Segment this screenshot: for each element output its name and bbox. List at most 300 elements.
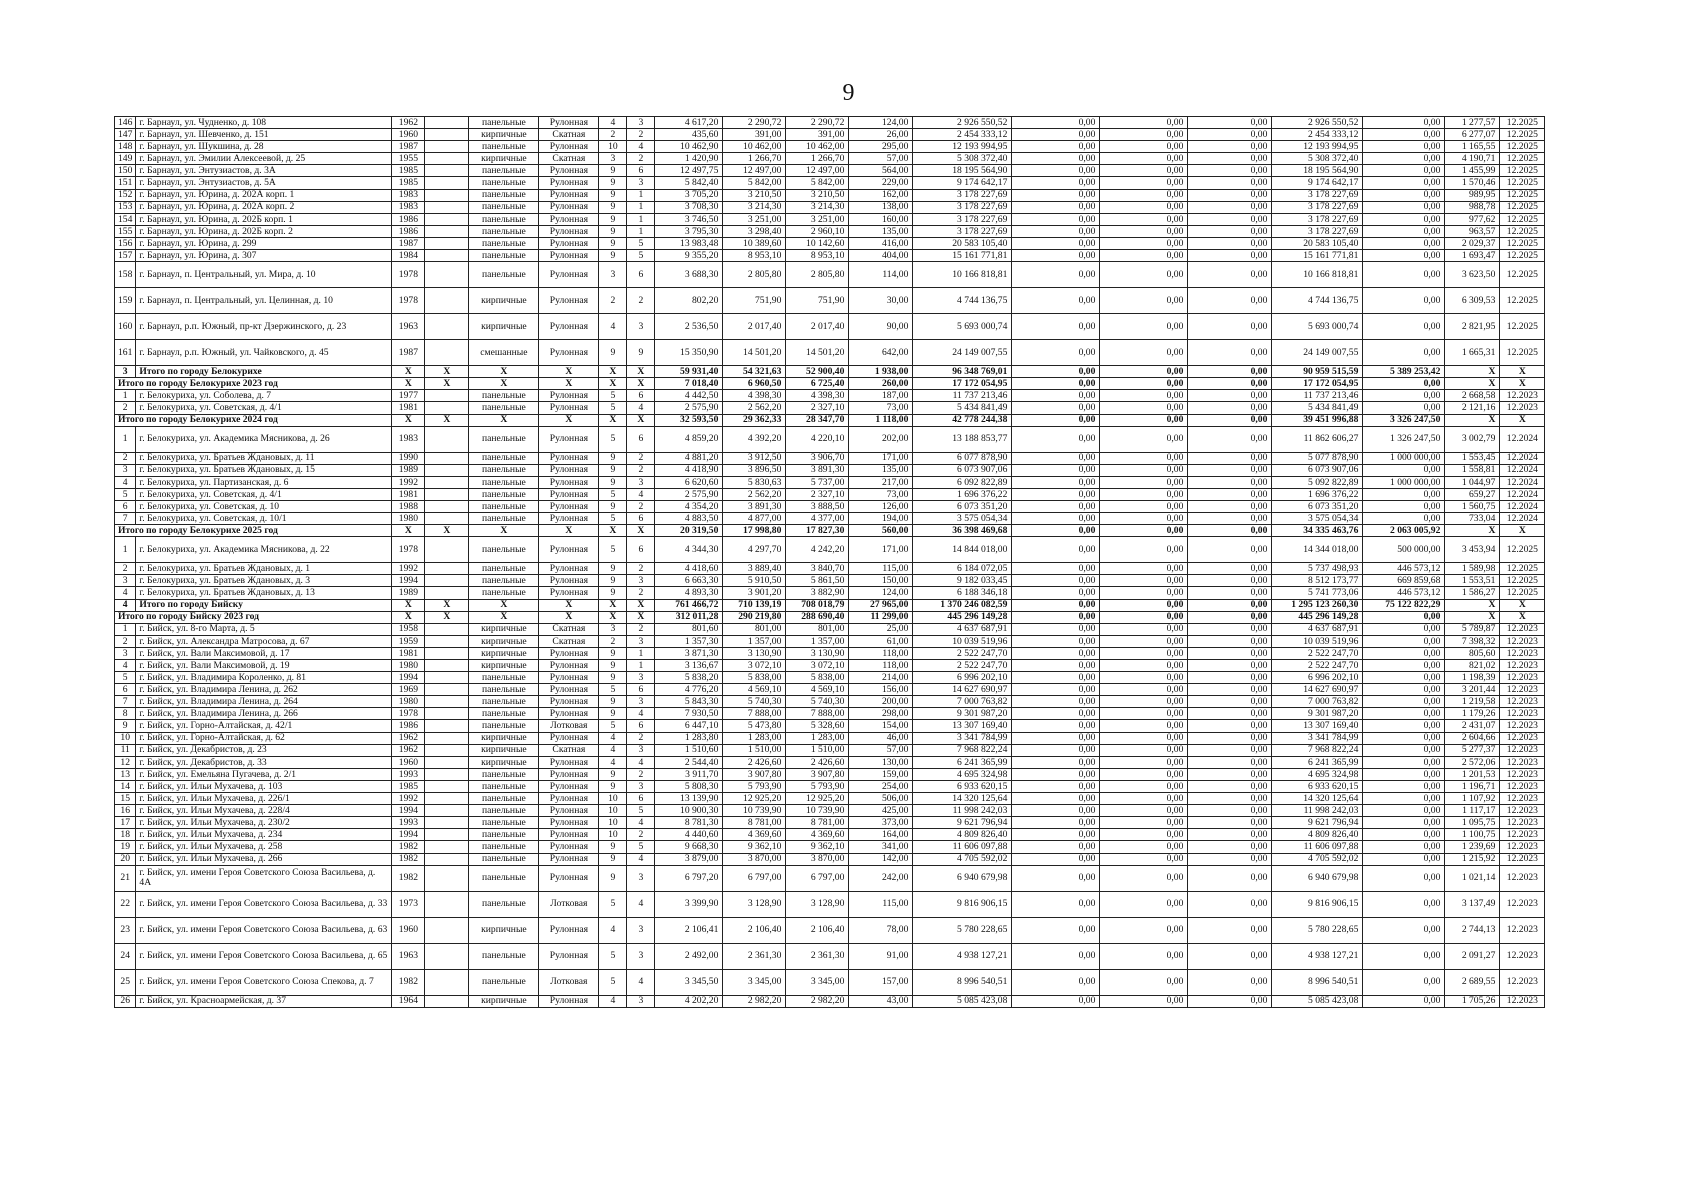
table-cell: Рулонная xyxy=(539,732,599,744)
table-cell: 3 251,00 xyxy=(723,213,786,225)
table-cell: 0,00 xyxy=(1012,660,1100,672)
table-cell: 1 420,90 xyxy=(655,153,723,165)
table-row xyxy=(115,476,1545,488)
table-cell: 4 190,71 xyxy=(1445,153,1500,165)
table-cell: кирпичные xyxy=(469,756,539,768)
table-cell: 242,00 xyxy=(849,865,913,891)
table-cell: 341,00 xyxy=(849,841,913,853)
table-cell: 15 161 771,81 xyxy=(1272,250,1363,262)
table-cell: 6 xyxy=(627,165,655,177)
table-cell: 0,00 xyxy=(1363,793,1445,805)
table-cell: 130,00 xyxy=(849,756,913,768)
table-cell: 8 512 173,77 xyxy=(1272,575,1363,587)
table-cell: 0,00 xyxy=(1188,853,1272,865)
table-row xyxy=(115,660,1545,672)
table-cell: 1 165,55 xyxy=(1445,141,1500,153)
table-cell: X xyxy=(425,525,469,537)
table-cell: 5 xyxy=(599,943,627,969)
table-row xyxy=(115,943,1545,969)
table-cell: Скатная xyxy=(539,153,599,165)
table-cell: панельные xyxy=(469,426,539,452)
table-cell: 11 862 606,27 xyxy=(1272,426,1363,452)
table-cell: 3 214,30 xyxy=(723,201,786,213)
table-cell: 0,00 xyxy=(1100,414,1188,426)
table-cell: X xyxy=(1445,599,1500,611)
table-cell: 0,00 xyxy=(1363,165,1445,177)
table-cell: 0,00 xyxy=(1100,865,1188,891)
row-number-cell: 156 xyxy=(115,237,136,249)
table-cell: 1989 xyxy=(392,587,425,599)
table-cell: 3 xyxy=(627,865,655,891)
table-cell: 5 328,60 xyxy=(786,720,849,732)
table-cell: X xyxy=(1445,378,1500,390)
table-cell: X xyxy=(425,378,469,390)
table-cell: 2 xyxy=(627,153,655,165)
table-cell xyxy=(425,647,469,659)
table-cell: панельные xyxy=(469,805,539,817)
table-cell: 4 xyxy=(627,488,655,500)
table-cell: 260,00 xyxy=(849,378,913,390)
table-cell: 114,00 xyxy=(849,262,913,288)
table-cell: 3 xyxy=(627,476,655,488)
table-cell: 0,00 xyxy=(1012,865,1100,891)
table-cell: 0,00 xyxy=(1188,817,1272,829)
table-cell: 26,00 xyxy=(849,129,913,141)
table-cell: 0,00 xyxy=(1100,426,1188,452)
table-cell: панельные xyxy=(469,829,539,841)
table-row xyxy=(115,414,1545,426)
table-cell: 3 870,00 xyxy=(723,853,786,865)
table-cell: 288 690,40 xyxy=(786,611,849,623)
register-table xyxy=(114,116,1545,1008)
table-cell: панельные xyxy=(469,780,539,792)
table-cell: Рулонная xyxy=(539,390,599,402)
table-cell: 0,00 xyxy=(1100,141,1188,153)
table-row xyxy=(115,225,1545,237)
table-cell: 9 xyxy=(599,780,627,792)
address-cell: г. Бийск, ул. Вали Максимовой, д. 19 xyxy=(136,660,392,672)
table-cell: 1 xyxy=(627,213,655,225)
table-cell: 10 142,60 xyxy=(786,237,849,249)
table-cell: 1 283,80 xyxy=(655,732,723,744)
table-cell: 12.2025 xyxy=(1500,262,1545,288)
table-cell xyxy=(425,426,469,452)
table-cell: 159,00 xyxy=(849,768,913,780)
table-cell: 12.2023 xyxy=(1500,891,1545,917)
table-cell: 560,00 xyxy=(849,525,913,537)
table-cell: 0,00 xyxy=(1100,390,1188,402)
table-cell: X xyxy=(392,525,425,537)
table-cell xyxy=(425,177,469,189)
table-cell: 0,00 xyxy=(1363,390,1445,402)
table-cell: 171,00 xyxy=(849,537,913,563)
table-cell: 20 583 105,40 xyxy=(1272,237,1363,249)
table-cell: 5 740,30 xyxy=(723,696,786,708)
table-cell: X xyxy=(1500,611,1545,623)
address-cell: г. Белокуриха, ул. Советская, д. 10/1 xyxy=(136,513,392,525)
table-cell: 2 805,80 xyxy=(786,262,849,288)
table-cell: 0,00 xyxy=(1363,635,1445,647)
table-cell: 90 959 515,59 xyxy=(1272,366,1363,378)
table-cell: 1 696 376,22 xyxy=(1272,488,1363,500)
address-cell: г. Бийск, ул. Горно-Алтайская, д. 42/1 xyxy=(136,720,392,732)
table-cell: 9 xyxy=(599,841,627,853)
table-cell: 5 780 228,65 xyxy=(913,917,1012,943)
table-cell: 0,00 xyxy=(1100,647,1188,659)
table-cell: Рулонная xyxy=(539,756,599,768)
table-cell: 164,00 xyxy=(849,829,913,841)
row-number-cell: 1 xyxy=(115,390,136,402)
table-row xyxy=(115,213,1545,225)
table-cell: 11 606 097,88 xyxy=(1272,841,1363,853)
table-cell: 2 106,40 xyxy=(723,917,786,943)
table-cell: 1982 xyxy=(392,865,425,891)
table-cell: 0,00 xyxy=(1100,476,1188,488)
table-cell: 10 166 818,81 xyxy=(1272,262,1363,288)
table-cell: 4 705 592,02 xyxy=(913,853,1012,865)
table-cell: 4 xyxy=(599,744,627,756)
table-cell: 6 073 907,06 xyxy=(1272,464,1363,476)
table-cell: Рулонная xyxy=(539,943,599,969)
table-cell xyxy=(425,684,469,696)
table-cell: 2 522 247,70 xyxy=(1272,660,1363,672)
table-cell: 0,00 xyxy=(1100,853,1188,865)
table-cell: 1 283,00 xyxy=(786,732,849,744)
table-cell: Рулонная xyxy=(539,237,599,249)
table-cell: Рулонная xyxy=(539,647,599,659)
table-cell: 0,00 xyxy=(1100,611,1188,623)
table-cell: 0,00 xyxy=(1012,995,1100,1007)
table-cell: 0,00 xyxy=(1363,464,1445,476)
table-cell: 10 462,00 xyxy=(723,141,786,153)
table-cell: 3 002,79 xyxy=(1445,426,1500,452)
table-cell: панельные xyxy=(469,684,539,696)
table-cell: 9 xyxy=(599,201,627,213)
table-cell: X xyxy=(469,378,539,390)
table-row xyxy=(115,189,1545,201)
table-cell: 6 725,40 xyxy=(786,378,849,390)
table-cell: 8 953,10 xyxy=(786,250,849,262)
table-cell: 988,78 xyxy=(1445,201,1500,213)
table-cell: 138,00 xyxy=(849,201,913,213)
table-cell: 801,60 xyxy=(655,623,723,635)
table-row xyxy=(115,865,1545,891)
table-cell: 0,00 xyxy=(1012,817,1100,829)
row-number-cell: 3 xyxy=(115,464,136,476)
table-cell: 1 665,31 xyxy=(1445,340,1500,366)
table-cell: панельные xyxy=(469,225,539,237)
table-cell xyxy=(425,452,469,464)
table-cell: Рулонная xyxy=(539,513,599,525)
table-cell: 13 307 169,40 xyxy=(1272,720,1363,732)
table-cell: 0,00 xyxy=(1188,225,1272,237)
table-cell: 1 196,71 xyxy=(1445,780,1500,792)
table-cell: 4 418,60 xyxy=(655,563,723,575)
table-cell: 5 xyxy=(599,891,627,917)
table-cell: 4 637 687,91 xyxy=(1272,623,1363,635)
table-cell: 3 xyxy=(627,744,655,756)
table-cell: 1978 xyxy=(392,262,425,288)
table-cell: 1992 xyxy=(392,793,425,805)
table-cell: 0,00 xyxy=(1012,720,1100,732)
row-number-cell: 155 xyxy=(115,225,136,237)
table-cell: 42 778 244,38 xyxy=(913,414,1012,426)
table-cell: 3 xyxy=(627,780,655,792)
table-cell: Рулонная xyxy=(539,853,599,865)
table-row xyxy=(115,917,1545,943)
table-row xyxy=(115,426,1545,452)
table-cell: Рулонная xyxy=(539,660,599,672)
table-cell: 0,00 xyxy=(1012,672,1100,684)
row-number-cell: Итого по городу Белокурихе 2025 год xyxy=(115,525,392,537)
table-cell: 1988 xyxy=(392,500,425,512)
table-cell: смешанные xyxy=(469,340,539,366)
table-cell: 4 xyxy=(627,708,655,720)
table-cell: 4 369,60 xyxy=(786,829,849,841)
table-cell: 0,00 xyxy=(1100,402,1188,414)
table-cell: 391,00 xyxy=(786,129,849,141)
page-number: 9 xyxy=(842,80,855,106)
table-cell: 3 xyxy=(627,917,655,943)
table-cell: 0,00 xyxy=(1188,805,1272,817)
table-cell: панельные xyxy=(469,390,539,402)
table-cell: 0,00 xyxy=(1100,780,1188,792)
table-cell: панельные xyxy=(469,488,539,500)
table-cell: кирпичные xyxy=(469,314,539,340)
table-cell: 10 389,60 xyxy=(723,237,786,249)
table-cell: 39 451 996,88 xyxy=(1272,414,1363,426)
table-cell: 0,00 xyxy=(1012,943,1100,969)
table-cell: 9 xyxy=(599,853,627,865)
table-cell: 6 447,10 xyxy=(655,720,723,732)
table-cell: 0,00 xyxy=(1100,793,1188,805)
table-cell: 4 377,00 xyxy=(786,513,849,525)
table-cell: 9 668,30 xyxy=(655,841,723,853)
table-cell: Рулонная xyxy=(539,117,599,129)
table-row xyxy=(115,201,1545,213)
table-row xyxy=(115,817,1545,829)
table-cell: 0,00 xyxy=(1363,891,1445,917)
table-row xyxy=(115,829,1545,841)
table-cell: 9 174 642,17 xyxy=(913,177,1012,189)
table-row xyxy=(115,250,1545,262)
table-cell: 0,00 xyxy=(1012,853,1100,865)
table-cell: 9 355,20 xyxy=(655,250,723,262)
table-cell: 0,00 xyxy=(1188,587,1272,599)
table-cell: 2 017,40 xyxy=(723,314,786,340)
table-row xyxy=(115,744,1545,756)
table-cell: 0,00 xyxy=(1012,611,1100,623)
table-cell: X xyxy=(599,378,627,390)
table-cell: 2 926 550,52 xyxy=(1272,117,1363,129)
table-cell: 4 695 324,98 xyxy=(1272,768,1363,780)
table-cell: 12.2023 xyxy=(1500,853,1545,865)
table-cell: панельные xyxy=(469,165,539,177)
table-cell: 4 776,20 xyxy=(655,684,723,696)
table-cell: 1960 xyxy=(392,129,425,141)
table-cell: 34 335 463,76 xyxy=(1272,525,1363,537)
table-cell xyxy=(425,793,469,805)
table-cell: X xyxy=(627,525,655,537)
table-cell: 1960 xyxy=(392,917,425,943)
table-cell: панельные xyxy=(469,708,539,720)
table-cell: 446 573,12 xyxy=(1363,563,1445,575)
table-cell: Рулонная xyxy=(539,696,599,708)
table-cell: 7 888,00 xyxy=(723,708,786,720)
table-cell: Рулонная xyxy=(539,189,599,201)
table-cell: 0,00 xyxy=(1100,599,1188,611)
table-cell: 3 341 784,99 xyxy=(1272,732,1363,744)
address-cell: г. Бийск, ул. Вали Максимовой, д. 17 xyxy=(136,647,392,659)
table-cell: 4 418,90 xyxy=(655,464,723,476)
table-cell: 0,00 xyxy=(1188,708,1272,720)
table-cell: 0,00 xyxy=(1188,378,1272,390)
table-cell: 404,00 xyxy=(849,250,913,262)
table-cell: 659,27 xyxy=(1445,488,1500,500)
table-row xyxy=(115,563,1545,575)
table-cell: 0,00 xyxy=(1012,513,1100,525)
table-cell: 9 xyxy=(599,464,627,476)
table-row xyxy=(115,805,1545,817)
table-cell: 2 431,07 xyxy=(1445,720,1500,732)
table-cell: 0,00 xyxy=(1363,378,1445,390)
table-cell: 0,00 xyxy=(1363,340,1445,366)
table-cell: 1981 xyxy=(392,488,425,500)
table-cell: 254,00 xyxy=(849,780,913,792)
table-cell: 0,00 xyxy=(1100,943,1188,969)
table-cell: 12.2024 xyxy=(1500,476,1545,488)
table-cell: 12.2025 xyxy=(1500,575,1545,587)
table-cell: 0,00 xyxy=(1100,250,1188,262)
table-cell: 1 xyxy=(627,647,655,659)
table-cell: 0,00 xyxy=(1188,563,1272,575)
table-cell: 6 188 346,18 xyxy=(913,587,1012,599)
table-cell: 3 178 227,69 xyxy=(913,213,1012,225)
table-cell: 3 178 227,69 xyxy=(1272,189,1363,201)
table-cell xyxy=(425,563,469,575)
table-cell: 0,00 xyxy=(1012,732,1100,744)
table-cell: 12 193 994,95 xyxy=(913,141,1012,153)
table-cell: 14 627 690,97 xyxy=(1272,684,1363,696)
address-cell: г. Белокуриха, ул. Советская, д. 10 xyxy=(136,500,392,512)
table-cell: 115,00 xyxy=(849,891,913,917)
row-number-cell: Итого по городу Бийску 2023 год xyxy=(115,611,392,623)
table-cell: 0,00 xyxy=(1188,841,1272,853)
table-cell: X xyxy=(539,414,599,426)
table-row xyxy=(115,841,1545,853)
table-cell: 1993 xyxy=(392,768,425,780)
table-row xyxy=(115,488,1545,500)
table-row xyxy=(115,537,1545,563)
table-cell: 1 266,70 xyxy=(786,153,849,165)
table-cell: 0,00 xyxy=(1100,165,1188,177)
table-cell: 416,00 xyxy=(849,237,913,249)
table-cell: Скатная xyxy=(539,635,599,647)
table-cell: 0,00 xyxy=(1100,378,1188,390)
table-cell: панельные xyxy=(469,464,539,476)
table-cell: 5 838,00 xyxy=(786,672,849,684)
table-cell: 1 570,46 xyxy=(1445,177,1500,189)
table-row xyxy=(115,756,1545,768)
table-cell: 0,00 xyxy=(1012,250,1100,262)
table-cell: 0,00 xyxy=(1188,599,1272,611)
table-cell: 1 219,58 xyxy=(1445,696,1500,708)
table-cell: 1986 xyxy=(392,213,425,225)
table-cell: 1973 xyxy=(392,891,425,917)
table-cell: 9 xyxy=(599,647,627,659)
table-cell: Рулонная xyxy=(539,288,599,314)
table-cell: 11 737 213,46 xyxy=(1272,390,1363,402)
table-cell: 214,00 xyxy=(849,672,913,684)
address-cell: г. Белокуриха, ул. Братьев Ждановых, д. 3 xyxy=(136,575,392,587)
table-cell: 9 xyxy=(599,563,627,575)
table-cell: 0,00 xyxy=(1188,943,1272,969)
table-cell: панельные xyxy=(469,587,539,599)
address-cell: г. Барнаул, ул. Юрина, д. 202Б корп. 2 xyxy=(136,225,392,237)
table-cell: 75 122 822,29 xyxy=(1363,599,1445,611)
table-row xyxy=(115,452,1545,464)
table-cell: 4 xyxy=(627,969,655,995)
table-cell: 4 202,20 xyxy=(655,995,723,1007)
row-number-cell: 2 xyxy=(115,563,136,575)
table-cell: 0,00 xyxy=(1363,708,1445,720)
table-cell: 4 xyxy=(599,732,627,744)
table-cell: 1981 xyxy=(392,402,425,414)
table-cell xyxy=(425,995,469,1007)
table-cell: 0,00 xyxy=(1188,635,1272,647)
table-cell: Рулонная xyxy=(539,314,599,340)
table-cell: 3 795,30 xyxy=(655,225,723,237)
table-cell: 7 000 763,82 xyxy=(913,696,1012,708)
table-cell: 0,00 xyxy=(1012,201,1100,213)
row-number-cell: 157 xyxy=(115,250,136,262)
row-number-cell: 2 xyxy=(115,402,136,414)
table-cell: 0,00 xyxy=(1188,732,1272,744)
table-cell: 0,00 xyxy=(1012,525,1100,537)
table-row xyxy=(115,853,1545,865)
table-cell: 0,00 xyxy=(1188,189,1272,201)
table-cell: 17 827,30 xyxy=(786,525,849,537)
table-cell: панельные xyxy=(469,768,539,780)
address-cell: г. Белокуриха, ул. Академика Мясникова, д. 22 xyxy=(136,537,392,563)
table-cell: 0,00 xyxy=(1188,672,1272,684)
table-cell: 9 816 906,15 xyxy=(1272,891,1363,917)
table-cell: 3 210,50 xyxy=(723,189,786,201)
table-cell: 5 434 841,49 xyxy=(913,402,1012,414)
table-cell: 0,00 xyxy=(1363,500,1445,512)
table-cell: 0,00 xyxy=(1188,660,1272,672)
row-number-cell: 1 xyxy=(115,426,136,452)
table-cell: 12.2023 xyxy=(1500,660,1545,672)
table-row xyxy=(115,288,1545,314)
table-cell: 126,00 xyxy=(849,500,913,512)
table-cell: 8 781,30 xyxy=(655,817,723,829)
table-row xyxy=(115,525,1545,537)
table-cell: 17 998,80 xyxy=(723,525,786,537)
table-cell: 4 883,50 xyxy=(655,513,723,525)
table-cell: 0,00 xyxy=(1012,414,1100,426)
table-row xyxy=(115,314,1545,340)
table-cell: 2 xyxy=(627,288,655,314)
address-cell: г. Белокуриха, ул. Братьев Ждановых, д. 13 xyxy=(136,587,392,599)
address-cell: г. Барнаул, ул. Чудненко, д. 108 xyxy=(136,117,392,129)
table-cell: 1985 xyxy=(392,165,425,177)
table-cell: Рулонная xyxy=(539,865,599,891)
table-cell: 14 320 125,64 xyxy=(1272,793,1363,805)
table-cell: 1 455,99 xyxy=(1445,165,1500,177)
table-cell: 4 297,70 xyxy=(723,537,786,563)
table-cell: 0,00 xyxy=(1363,829,1445,841)
